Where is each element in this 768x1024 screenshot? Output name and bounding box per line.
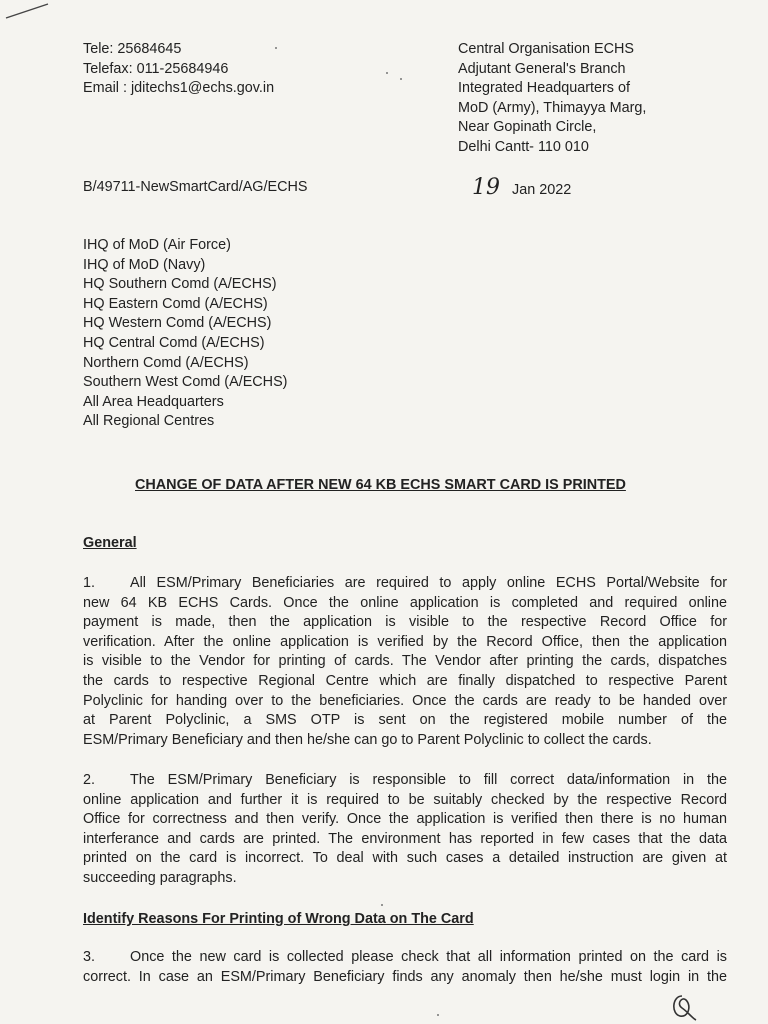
telefax: Telefax: 011-25684946 (83, 60, 229, 77)
recipient: All Area Headquarters (83, 393, 224, 410)
address-line: Near Gopinath Circle, (458, 119, 597, 136)
recipient: HQ Central Comd (A/ECHS) (83, 334, 265, 351)
paragraph-line: printed on the card is incorrect. To deal with such cases a detailed instruction are given at (83, 850, 727, 867)
paragraph-line: verification. After the online application is verified by the Record Office, then the application (83, 633, 727, 650)
address-line: MoD (Army), Thimayya Marg, (458, 99, 647, 116)
paragraph-line: interferance and cards are printed. The environment has reported in few cases that the data (83, 830, 727, 847)
recipient: Northern Comd (A/ECHS) (83, 354, 249, 371)
letter-date (472, 175, 572, 201)
section-heading-identify-reasons: Identify Reasons For Printing of Wrong Data on The Card (83, 911, 474, 927)
paragraph-line: new 64 KB ECHS Cards. Once the online application is completed and required online (83, 594, 727, 611)
paragraph-number: 3. (83, 949, 96, 965)
paragraph-2 (83, 771, 727, 889)
paragraph-number: 2. (83, 772, 96, 788)
scan-speck (381, 904, 383, 906)
date-day-handwritten: 19 (472, 175, 500, 200)
paragraph-line: 3. Once the new card is collected please check that all information printed on the card is (83, 948, 727, 968)
address-line: Integrated Headquarters of (458, 80, 630, 97)
paragraph-line: online application and further it is required to be suitably checked by the respective Record (83, 791, 727, 808)
pen-stroke-mark (4, 0, 52, 22)
telephone: Tele: 25684645 (83, 41, 182, 57)
address-line: Central Organisation ECHS (458, 41, 634, 57)
scan-speck (400, 78, 402, 80)
handwritten-initial-mark (668, 990, 698, 1024)
paragraph-line: Office for correctness and then verify. Once the application is verified then there is no human (83, 811, 727, 828)
recipient: HQ Western Comd (A/ECHS) (83, 315, 272, 332)
address-line: Delhi Cantt- 110 010 (458, 138, 589, 155)
recipient: All Regional Centres (83, 413, 215, 430)
paragraph-line: correct. In case an ESM/Primary Beneficiary finds any anomaly then he/she must login in the (83, 968, 727, 985)
paragraph-line: 2. The ESM/Primary Beneficiary is responsible to fill correct data/information in the (83, 771, 727, 791)
paragraph-line: succeeding paragraphs. (83, 869, 237, 886)
scan-speck (437, 1014, 439, 1016)
reference-number: B/49711-NewSmartCard/AG/ECHS (83, 179, 308, 195)
recipient: HQ Southern Comd (A/ECHS) (83, 276, 277, 293)
sender-address (458, 40, 758, 158)
subject-heading: CHANGE OF DATA AFTER NEW 64 KB ECHS SMART CARD IS PRINTED (135, 477, 626, 493)
recipient: HQ Eastern Comd (A/ECHS) (83, 295, 268, 312)
paragraph-line: ESM/Primary Beneficiary and then he/she can go to Parent Polyclinic to collect the cards. (83, 731, 652, 748)
paragraph-line: is visible to the Vendor for printing of cards. The Vendor after printing the cards, dispatches (83, 653, 727, 670)
paragraph-line: the cards to respective Regional Centre which are finally dispatched to respective Parent (83, 672, 727, 689)
recipient: IHQ of MoD (Air Force) (83, 237, 231, 253)
email: Email : jditechs1@echs.gov.in (83, 80, 275, 97)
recipient: Southern West Comd (A/ECHS) (83, 374, 288, 391)
paragraph-1 (83, 574, 727, 750)
contact-block (83, 40, 383, 99)
section-heading-general: General (83, 535, 137, 551)
paragraph-line: Polyclinic for handing over to the beneficiaries. Once the cards are ready to be handed over (83, 692, 727, 709)
paragraph-line: 1. All ESM/Primary Beneficiaries are required to apply online ECHS Portal/Website for (83, 574, 727, 594)
recipient-list (83, 236, 403, 432)
scan-speck (386, 72, 388, 74)
address-line: Adjutant General's Branch (458, 60, 626, 77)
date-month-year: Jan 2022 (512, 182, 572, 198)
scan-speck (275, 47, 277, 49)
paragraph-line: payment is made, then the application is visible to the respective Record Office for (83, 614, 727, 631)
paragraph-number: 1. (83, 575, 96, 591)
recipient: IHQ of MoD (Navy) (83, 256, 206, 273)
paragraph-3 (83, 948, 727, 987)
paragraph-line: at Parent Polyclinic, a SMS OTP is sent on the registered mobile number of the (83, 712, 727, 729)
